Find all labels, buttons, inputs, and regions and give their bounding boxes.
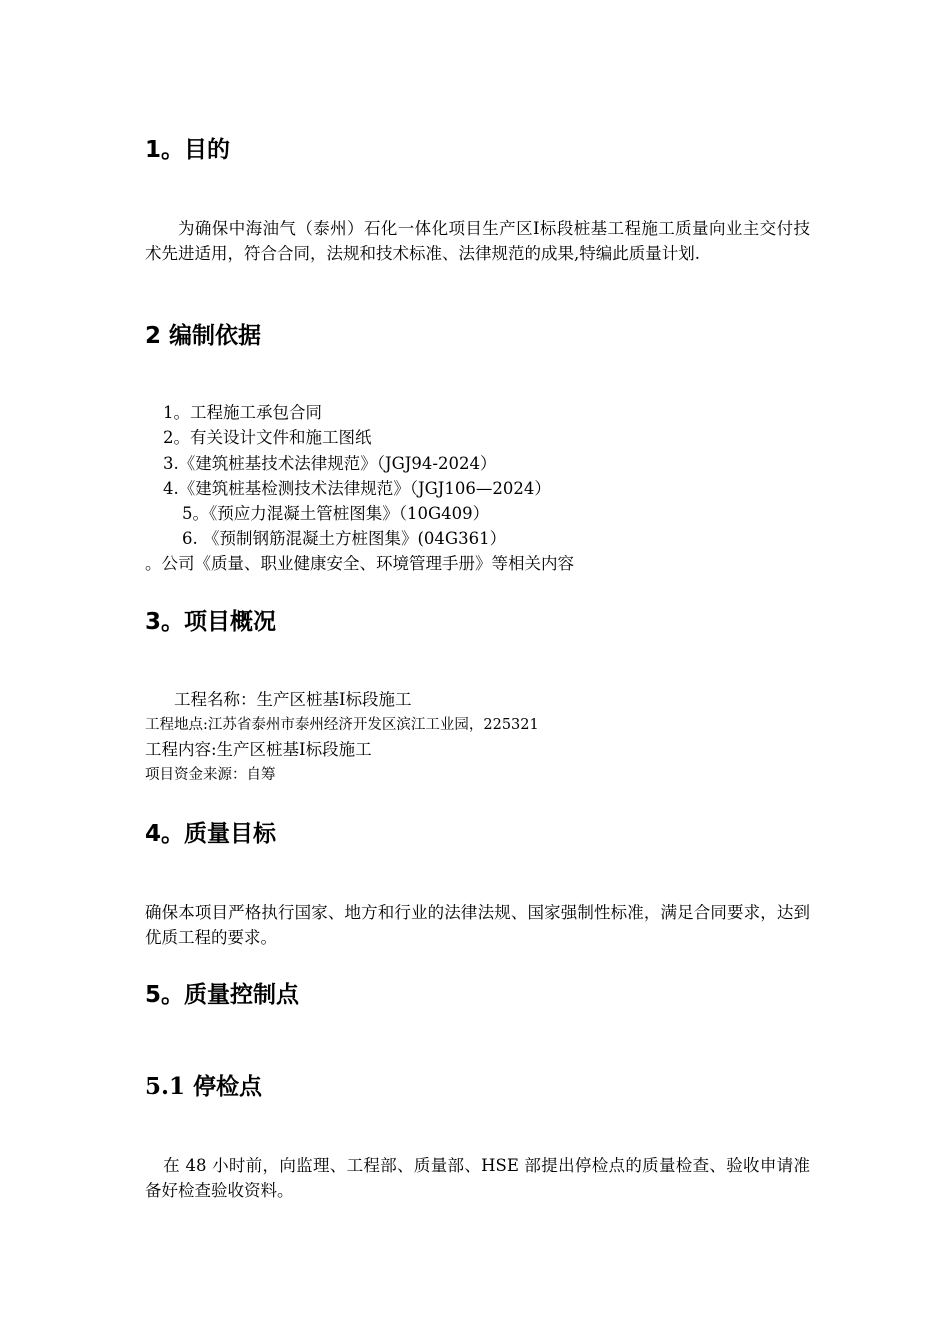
section-5-1-heading: 5.1 停检点 xyxy=(145,1073,263,1100)
section-4-heading: 4。质量目标 xyxy=(145,821,277,847)
project-content: 工程内容:生产区桩基I标段施工 xyxy=(145,740,372,759)
basis-item-6: 6. 《预制钢筋混凝土方桩图集》(04G361） xyxy=(182,529,507,548)
basis-item-2: 2。有关设计文件和施工图纸 xyxy=(163,428,372,447)
section-5-1-body: 在 48 小时前，向监理、工程部、质量部、HSE 部提出停检点的质量检查、验收申请准备好检查验收资料。 xyxy=(145,1156,810,1200)
basis-item-7: 。公司《质量、职业健康安全、环境管理手册》等相关内容 xyxy=(145,554,574,573)
basis-item-1: 1。工程施工承包合同 xyxy=(163,403,322,422)
basis-item-5: 5。《预应力混凝土管桩图集》（10G409） xyxy=(182,504,490,523)
section-3-heading: 3。项目概况 xyxy=(145,609,277,635)
project-name: 工程名称：生产区桩基I标段施工 xyxy=(174,690,412,709)
basis-item-4: 4.《建筑桩基检测技术法律规范》（JGJ106—2024） xyxy=(163,479,551,498)
project-location: 工程地点:江苏省泰州市泰州经济开发区滨江工业园，225321 xyxy=(145,717,539,733)
section-1-body: 为确保中海油气（泰州）石化一体化项目生产区I标段桩基工程施工质量向业主交付技术先进适用，符合合同，法规和技术标准、法律规范的成果,特编此质量计划. xyxy=(145,219,810,263)
section-1-heading: 1。目的 xyxy=(145,137,231,163)
section-2-heading: 2 编制依据 xyxy=(145,323,262,349)
basis-item-3: 3.《建筑桩基技术法律规范》（JGJ94-2024） xyxy=(163,454,497,473)
section-4-body: 确保本项目严格执行国家、地方和行业的法律法规、国家强制性标准，满足合同要求，达到优质工程的要求。 xyxy=(145,903,810,947)
section-5-heading: 5。质量控制点 xyxy=(145,982,300,1008)
project-funding: 项目资金来源：自筹 xyxy=(145,767,276,783)
